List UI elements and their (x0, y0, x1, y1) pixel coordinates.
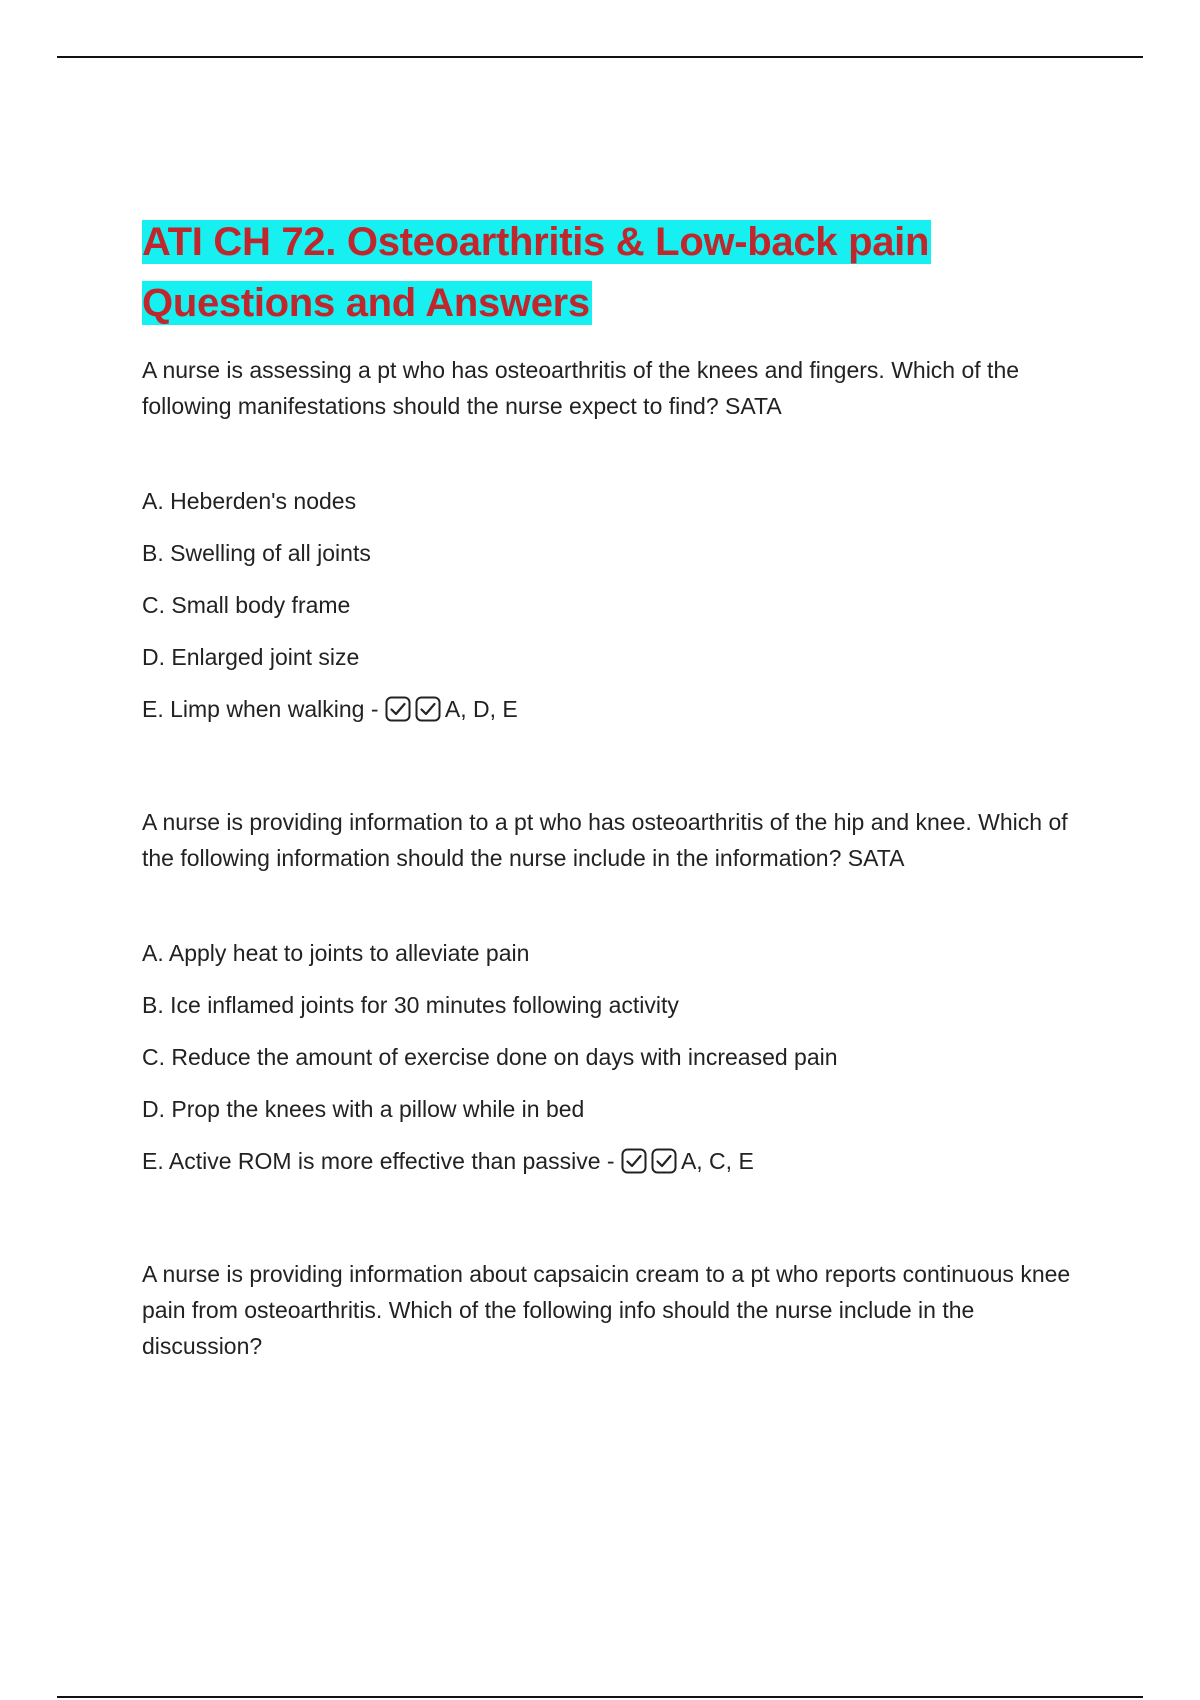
checkbox-checked-icon (415, 696, 441, 722)
question-1-option-e-row (142, 694, 1072, 724)
title-line-2: Questions and Answers (142, 281, 590, 325)
checkbox-checked-icon (621, 1148, 647, 1174)
question-2-option-e-row (142, 1146, 1072, 1176)
title-line-1: ATI CH 72. Osteoarthritis & Low-back pain (142, 220, 930, 264)
document-body (142, 212, 1072, 1364)
question-2-option-d: D. Prop the knees with a pillow while in bed (142, 1096, 585, 1122)
question-1-option-a: A. Heberden's nodes (142, 488, 357, 514)
checkbox-checked-icon (651, 1148, 677, 1174)
question-2-options (142, 938, 1072, 1176)
question-1-prompt: A nurse is assessing a pt who has osteoarthritis of the knees and fingers. Which of the following manifestations should the nurse expect to find? SATA (142, 357, 1020, 419)
document-title (142, 212, 1072, 334)
question-1-options (142, 486, 1072, 724)
question-2-option-c: C. Reduce the amount of exercise done on days with increased pain (142, 1044, 838, 1070)
question-1-option-c: C. Small body frame (142, 592, 351, 618)
question-2-option-e: E. Active ROM is more effective than passive - (142, 1148, 615, 1174)
question-2-answer: A, C, E (680, 1148, 754, 1174)
footer-rule (57, 1696, 1143, 1698)
question-3-prompt: A nurse is providing information about capsaicin cream to a pt who reports continuous knee pain from osteoarthritis. Which of the following info should the nurse include in the discussion? (142, 1261, 1071, 1359)
question-2-option-a: A. Apply heat to joints to alleviate pain (142, 940, 530, 966)
header-rule (57, 56, 1143, 58)
question-1-option-e: E. Limp when walking - (142, 696, 379, 722)
question-2-prompt: A nurse is providing information to a pt who has osteoarthritis of the hip and knee. Which of the following information should the nurse include in the information? SATA (142, 809, 1068, 871)
checkbox-checked-icon (385, 696, 411, 722)
question-1-option-d: D. Enlarged joint size (142, 644, 360, 670)
question-1-option-b: B. Swelling of all joints (142, 540, 371, 566)
question-2-option-b: B. Ice inflamed joints for 30 minutes following activity (142, 992, 679, 1018)
question-1-answer: A, D, E (444, 696, 518, 722)
